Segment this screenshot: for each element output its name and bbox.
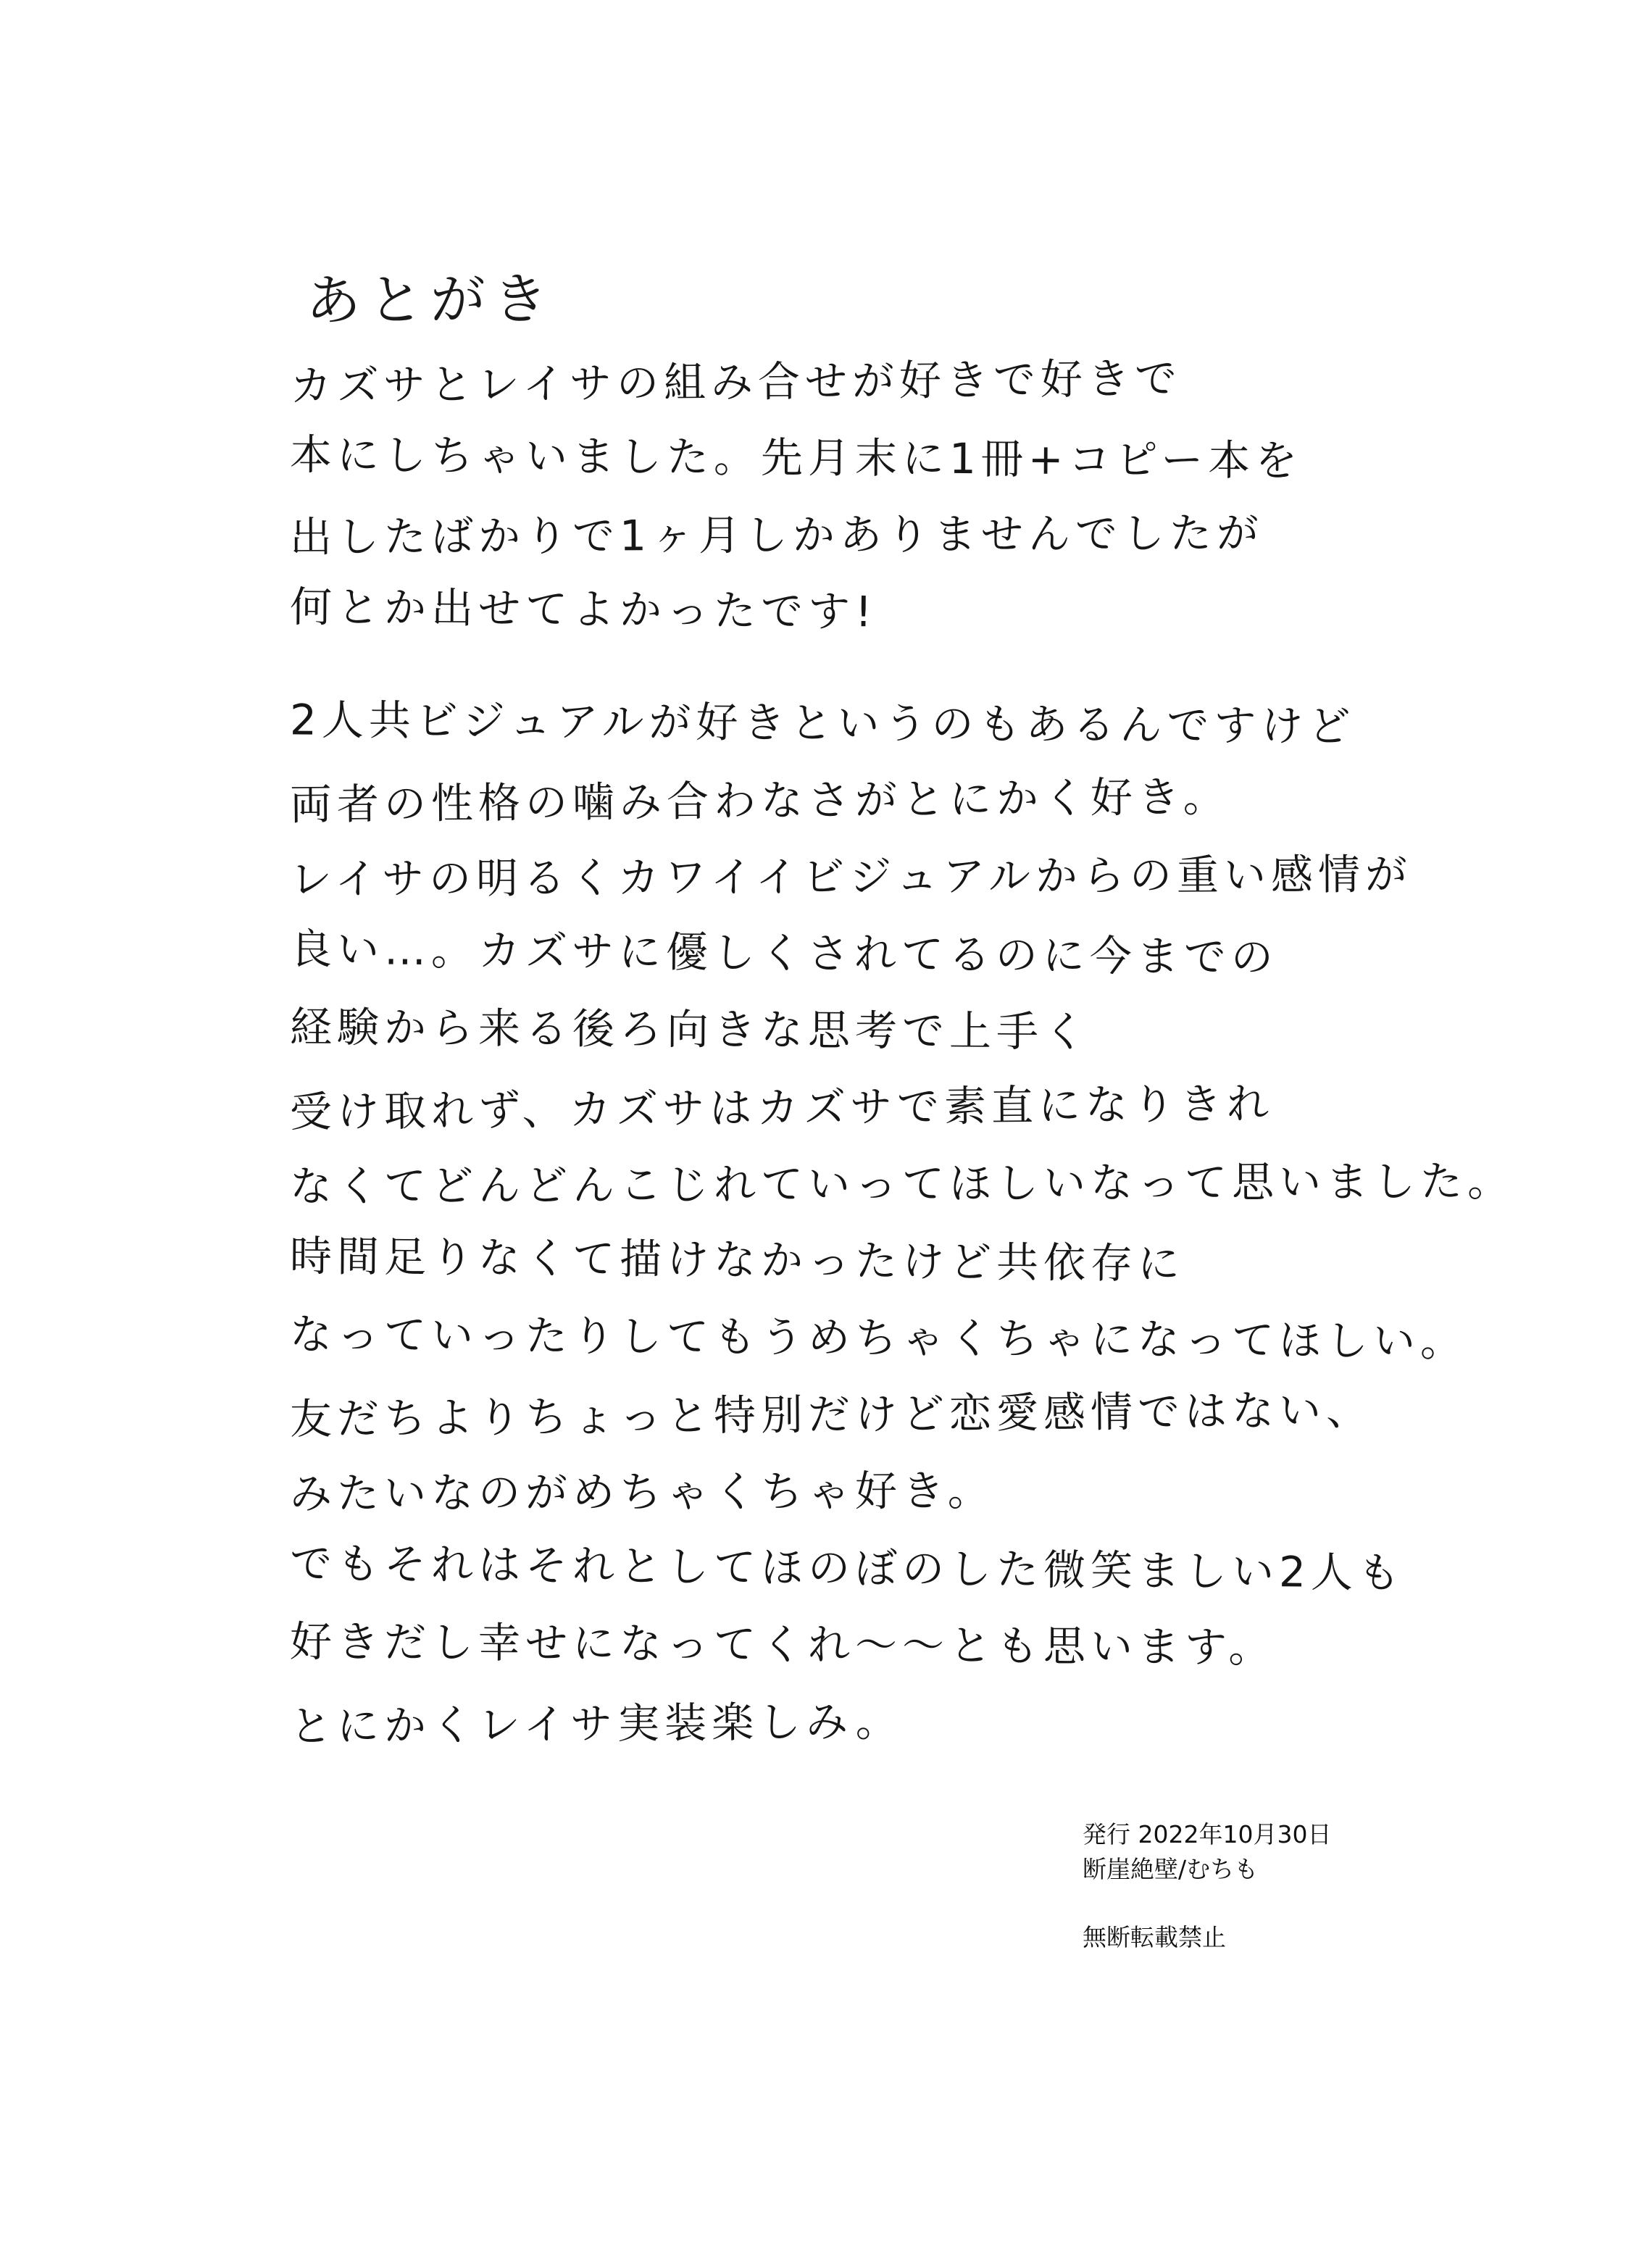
text-line: 友だちよりちょっと特別だけど恋愛感情ではない、 — [289, 1385, 1374, 1444]
issue-date: 発行 2022年10月30日 — [1083, 1820, 1332, 1848]
colophon — [1083, 1817, 1331, 1955]
colophon-spacer — [1083, 1887, 1331, 1920]
text-line: 本にしちゃいました。先月末に1冊+コピー本を — [289, 430, 1303, 485]
circle-author: 断崖絶壁/むちも — [1083, 1855, 1259, 1883]
text-line: レイサの明るくカワイイビジュアルからの重い感情が — [289, 849, 1413, 904]
text-line: なっていったりしてもうめちゃくちゃになってほしい。 — [289, 1309, 1468, 1367]
text-line: 出したばかりで1ヶ月しかありませんでしたが — [289, 508, 1264, 562]
text-line: 時間足りなくて描けなかったけど共依存に — [289, 1231, 1185, 1289]
text-line: とにかくレイサ実装楽しみ。 — [289, 1696, 903, 1751]
text-line: 何とか出せてよかったです! — [289, 582, 877, 637]
text-line: 両者の性格の噛み合わなさがとにかく好き。 — [289, 772, 1230, 830]
text-line: カズサとレイサの組み合せが好きで好きで — [289, 353, 1183, 411]
text-line: なくてどんどんこじれていってほしいなって思いました。 — [289, 1156, 1515, 1212]
afterword-note — [289, 261, 1515, 1762]
text-line: 好きだし幸せになってくれ〜〜とも思います。 — [289, 1617, 1276, 1672]
text-line: みたいなのがめちゃくちゃ好き。 — [289, 1466, 995, 1519]
afterword-paragraph-1 — [290, 345, 1391, 652]
text-line: 経験から来る後ろ向きな思考で上手く — [289, 1002, 1091, 1057]
copyright-notice: 無断転載禁止 — [1083, 1923, 1226, 1951]
afterword-title: あとがき — [305, 266, 556, 333]
text-line: 2人共ビジュアルが好きというのもあるんですけど — [289, 695, 1356, 751]
text-line: でもそれはそれとしてほのぼのした微笑ましい2人も — [289, 1538, 1406, 1598]
text-line: 受け取れず、カズサはカズサで素直になりきれ — [289, 1078, 1275, 1137]
text-line: 良い…。カズサに優しくされてるのに今までの — [289, 924, 1279, 983]
afterword-paragraph-2 — [289, 687, 1515, 1762]
